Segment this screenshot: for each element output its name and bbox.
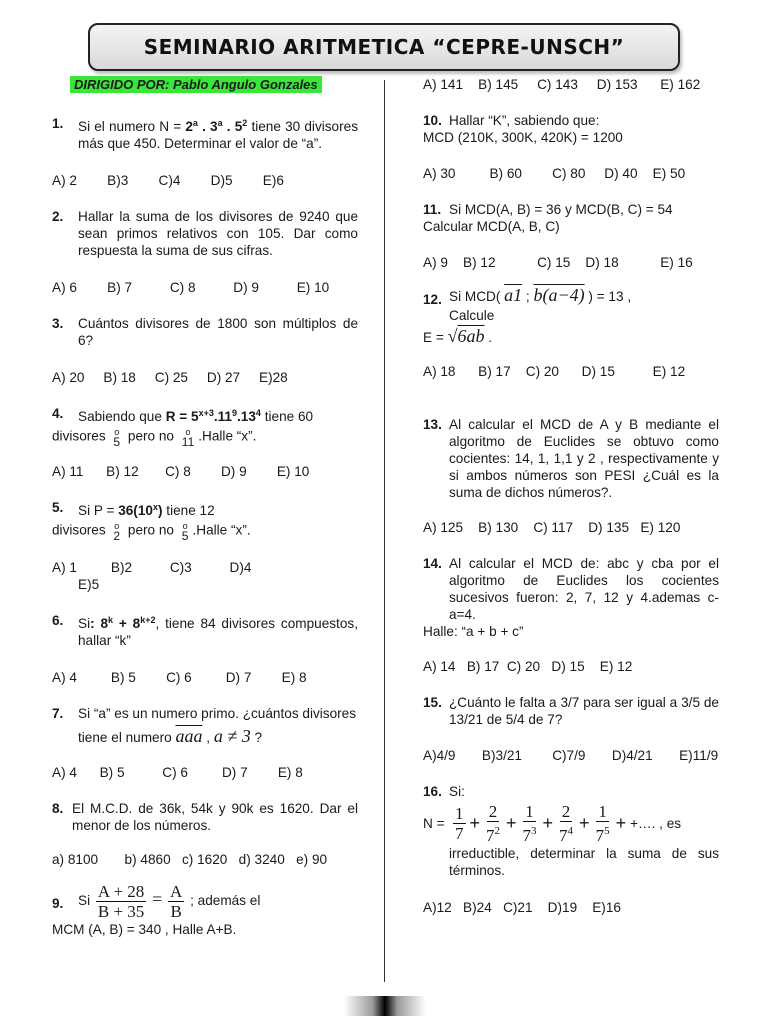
question-5: 5. Si $P = 36(10^x)$ tiene 12 divisores o 2 pero no o 5 .Halle “x”. — [52, 500, 251, 543]
plus-sign: + — [615, 813, 627, 833]
fraction: $\frac{A + 28}{B + 35}$ — [97, 882, 145, 921]
left-column — [52, 76, 358, 938]
series-term: $\frac{1}{7}$ — [455, 804, 464, 843]
question-4: 4. Sabiendo que $R = 5^{x+3}.11^9.13^4$ tiene 60 divisores o 5 pero no o 11 .Halle “x”. — [52, 406, 314, 449]
right-column — [423, 76, 719, 916]
fraction: $\frac{A}{B}$ — [170, 882, 183, 921]
question-16-options: A)12 B)24 C)21 D)19 E)16 — [423, 900, 621, 915]
question-12: 12. Si MCD( a1 ; b(a−4) ) = 13 , Calcule E = √6ab . — [423, 285, 632, 346]
page-indicator — [344, 996, 426, 1016]
series-term: $\frac{1}{7^5}$ — [595, 802, 610, 845]
multiple-notation: o 5 — [113, 427, 121, 449]
question-11: 11. Si MCD(A, B) = 36 y MCD(B, C) = 54 Calcular MCD(A, B, C) — [423, 202, 673, 234]
question-7: 7. Si “a” es un numero primo. ¿cuántos divisores tiene el numero $\overline{aaa}$ , a ≠ 3 ? — [52, 706, 357, 746]
question-14-options: A) 14 B) 17 C) 20 D) 15 E) 12 — [423, 659, 633, 674]
question-1-options: A) 2 B)3 C)4 D)5 E)6 — [52, 173, 284, 188]
plus-sign: + — [579, 813, 590, 833]
question-10: 10. Hallar “K”, sabiendo que: MCD (210K, 300K, 420K) = 1200 — [423, 113, 623, 145]
question-5-options-extra: E)5 — [78, 577, 100, 592]
plus-sign: + — [506, 813, 517, 833]
question-2-options: A) 6 B) 7 C) 8 D) 9 E) 10 — [52, 280, 330, 295]
question-9-options: A) 141 B) 145 C) 143 D) 153 E) 162 — [423, 77, 701, 92]
question-14: 14. Al calcular el MCD de: abc y cba por el algoritmo de Euclides los cocientes sucesivos fueron: 2, 7, 12 y 4.ademas c-a=4. Halle: “a + b + c” — [423, 556, 719, 639]
question-13-options: A) 125 B) 130 C) 117 D) 135 E) 120 — [423, 520, 681, 535]
multiple-notation: o 2 — [113, 521, 121, 543]
question-6: 6. Si: $8^k + 8^{k+2}$, tiene 84 divisores compuestos, hallar “k” — [52, 613, 358, 648]
question-11-options: A) 9 B) 12 C) 15 D) 18 E) 16 — [423, 255, 693, 270]
question-3-options: A) 20 B) 18 C) 25 D) 27 E)28 — [52, 370, 288, 385]
question-3: 3. Cuántos divisores de 1800 son múltiplos de 6? — [52, 316, 358, 348]
page-title: SEMINARIO ARITMETICA “CEPRE-UNSCH” — [143, 35, 625, 59]
column-divider — [384, 80, 385, 982]
question-8: 8. El M.C.D. de 36k, 54k y 90k es 1620. Dar el menor de los números. — [52, 801, 358, 833]
square-root: √6ab — [447, 326, 485, 346]
multiple-notation: o 11 — [181, 427, 195, 449]
question-12-options: A) 18 B) 17 C) 20 D) 15 E) 12 — [423, 364, 686, 379]
series-term: $\frac{2}{7^4}$ — [559, 802, 574, 845]
question-15: 15. ¿Cuánto le falta a 3/7 para ser igual a 3/5 de 13/21 de 5/4 de 7? — [423, 695, 719, 727]
multiple-notation: o 5 — [181, 521, 189, 543]
question-2: 2. Hallar la suma de los divisores de 9240 que sean primos relativos con 105. Dar como respuesta la suma de sus cifras. — [52, 209, 358, 258]
question-1: 1. Si el numero $N = 2^a$ . 3$^a$ . $5^2$ tiene 30 divisores más que 450. Determinar el valor de “a”. — [52, 116, 359, 151]
question-9: 9. Si $\frac{A + 28}{B + 35}$ = $\frac{A}{B}$ ; además el MCM (A, B) = 340 , Halle A+B. — [52, 882, 261, 937]
title-banner — [88, 23, 680, 71]
question-15-options: A)4/9 B)3/21 C)7/9 D)4/21 E)11/9 — [423, 748, 719, 763]
series-term: $\frac{2}{7^2}$ — [486, 802, 501, 845]
question-13: 13. Al calcular el MCD de A y B mediante el algoritmo de Euclides se obtuvo como cocientes: 14, 1, 1,1 y 2 , respectivamente y si ambos números son PESI ¿Cuál es la suma de dichos números?. — [423, 417, 719, 500]
plus-sign: + — [469, 813, 481, 833]
question-4-options: A) 11 B) 12 C) 8 D) 9 E) 10 — [52, 464, 310, 479]
question-7-options: A) 4 B) 5 C) 6 D) 7 E) 8 — [52, 765, 303, 780]
question-10-options: A) 30 B) 60 C) 80 D) 40 E) 50 — [423, 166, 686, 181]
plus-sign: + — [542, 813, 554, 833]
director-label: DIRIGIDO POR: Pablo Angulo Gonzales — [70, 76, 322, 93]
question-6-options: A) 4 B) 5 C) 6 D) 7 E) 8 — [52, 670, 307, 685]
question-8-options: a) 8100 b) 4860 c) 1620 d) 3240 e) 90 — [52, 852, 328, 867]
question-5-options: A) 1 B)2 C)3 D)4 — [52, 560, 252, 575]
series-expression: N = $\frac{1}{7}$ + $\frac{2}{7^2}$ + $\frac{1}{7^3}$ + $\frac{2}{7^4}$ + $\frac{1}{7^5}$ + +…. , es — [423, 802, 682, 845]
series-term: $\frac{1}{7^3}$ — [522, 802, 537, 845]
question-16: 16. Si: N = $\frac{1}{7}$ + $\frac{2}{7^2}$ + $\frac{1}{7^3}$ + $\frac{2}{7^4}$ + $\frac{1}{7^5}$ + +…. , es irreductible, determinar la suma de sus términos. — [423, 784, 719, 878]
